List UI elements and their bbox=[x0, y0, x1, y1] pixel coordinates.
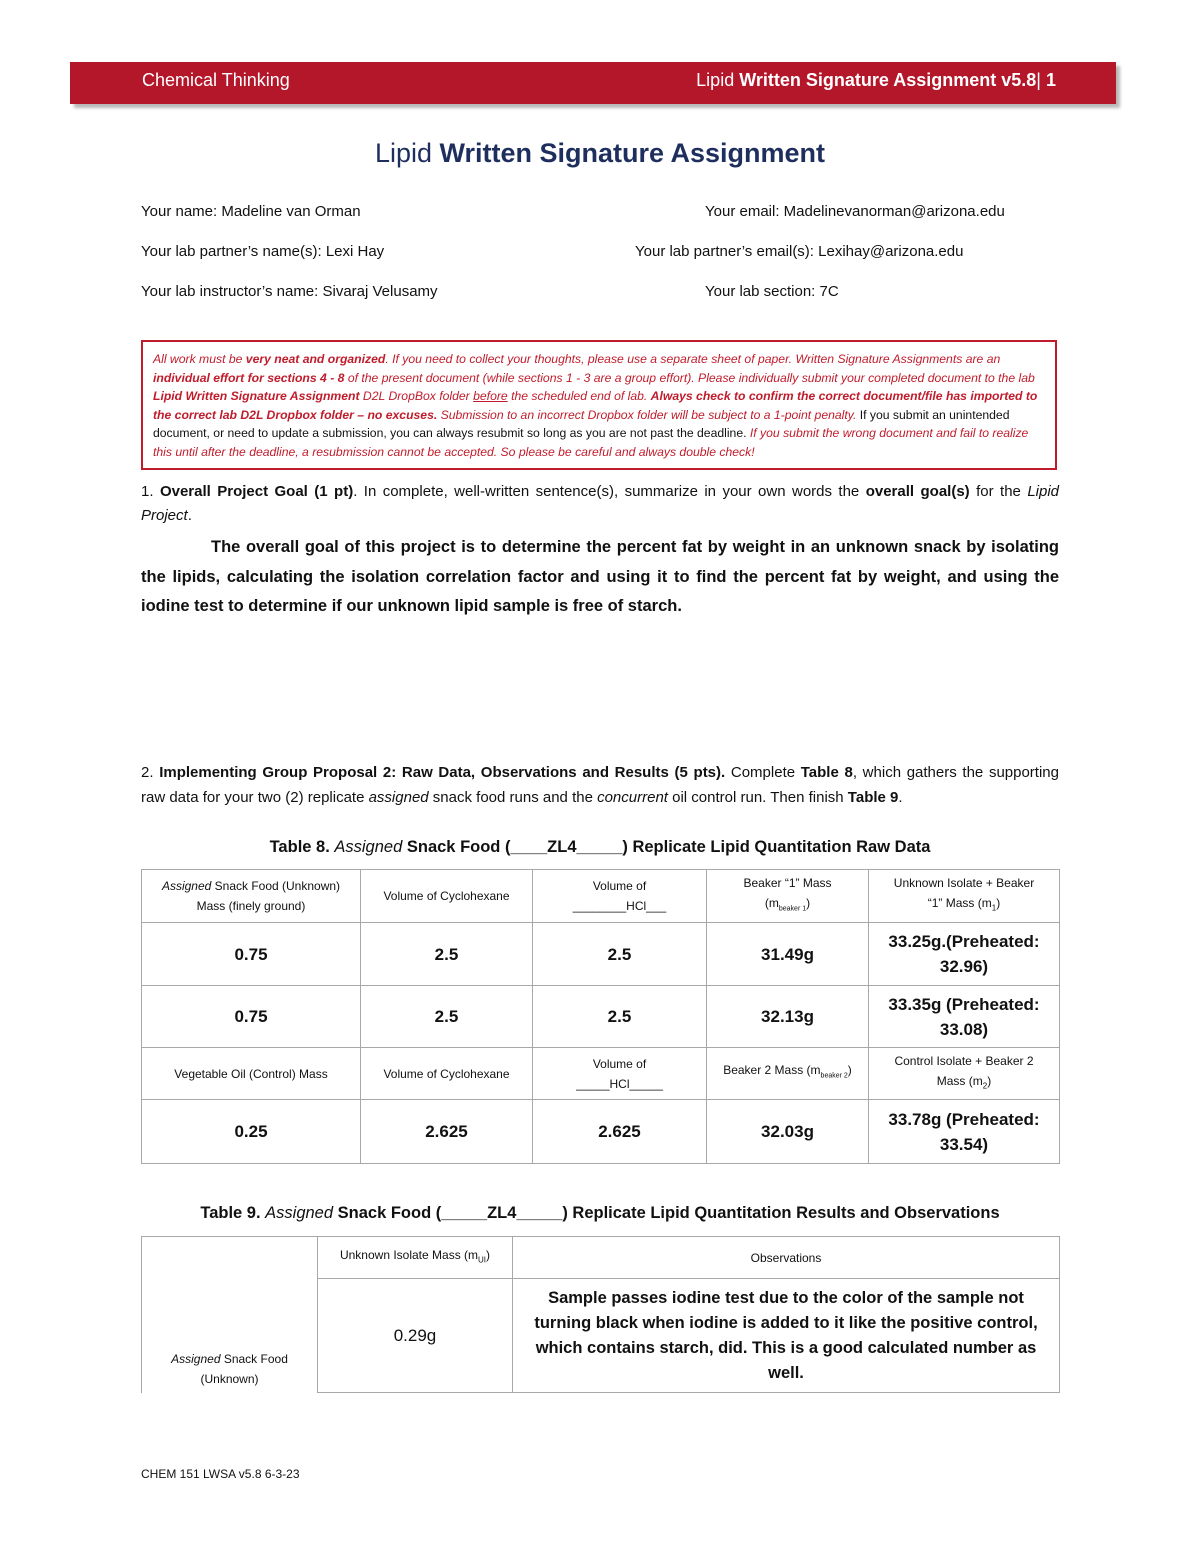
table-cell: 32.13g bbox=[707, 986, 869, 1048]
footer: CHEM 151 LWSA v5.8 6-3-23 bbox=[141, 1467, 300, 1481]
page-title: Lipid Written Signature Assignment bbox=[374, 138, 826, 168]
table-cell: 0.29g bbox=[318, 1279, 513, 1393]
table-header: Volume of Cyclohexane bbox=[361, 870, 533, 923]
instructor-name: Your lab instructor’s name: Sivaraj Velusamy bbox=[141, 283, 438, 300]
header-doc-title: Lipid Written Signature Assignment v5.8| 1 bbox=[696, 70, 1056, 90]
table-header: Volume of _____HCl_____ bbox=[533, 1048, 707, 1100]
table-9 bbox=[141, 1236, 1060, 1393]
question-2: 2. Implementing Group Proposal 2: Raw Data, Observations and Results (5 pts). Complete Table 8, which gathers the supporting raw data for your two (2) replicate assigned snack food runs and the concurrent oil control run. Then finish Table 9. bbox=[141, 764, 1059, 806]
table-cell: 33.35g (Preheated: 33.08) bbox=[869, 986, 1060, 1048]
table-8 bbox=[141, 869, 1060, 1164]
table-9-caption: Table 9. Assigned Snack Food (_____ZL4_____) Replicate Lipid Quantitation Results and Observations bbox=[200, 1204, 1000, 1222]
table-cell: 2.5 bbox=[533, 923, 707, 986]
partner-email: Your lab partner’s email(s): Lexihay@arizona.edu bbox=[635, 243, 964, 260]
table-cell: 0.75 bbox=[142, 986, 361, 1048]
instructions-notice: All work must be very neat and organized. If you need to collect your thoughts, please use a separate sheet of paper. Written Signature Assignments are an individual effort for sections 4 - 8 of the present document (while sections 1 - 3 are a group effort). Please individually submit your completed document to the lab Lipid Written Signature Assignment D2L DropBox folder before the scheduled end of lab. Always check to confirm the correct document/file has imported to the correct lab D2L Dropbox folder – no excuses. Submission to an incorrect Dropbox folder will be subject to a 1-point penalty. If you submit an unintended document, or need to update a submission, you can always resubmit so long as you are not past the deadline. If you submit the wrong document and fail to realize this until after the deadline, a resubmission cannot be accepted. So please be careful and always double check! bbox=[141, 340, 1057, 470]
table-cell: 2.5 bbox=[361, 923, 533, 986]
lab-section: Your lab section: 7C bbox=[705, 283, 839, 300]
table-cell: 2.5 bbox=[533, 986, 707, 1048]
table-cell: 0.75 bbox=[142, 923, 361, 986]
table-header: Observations bbox=[513, 1237, 1060, 1279]
table-row-label: Assigned Snack Food (Unknown) bbox=[142, 1237, 318, 1393]
observation-cell: Sample passes iodine test due to the color of the sample not turning black when iodine is added to it like the positive control, which contains starch, did. This is a good calculated number as well. bbox=[513, 1279, 1060, 1393]
student-email: Your email: Madelinevanorman@arizona.edu bbox=[705, 203, 1005, 220]
table-header: Unknown Isolate + Beaker “1” Mass $(m_1)$ bbox=[869, 870, 1060, 923]
page-number: 1 bbox=[1045, 70, 1056, 90]
table-header: Unknown Isolate Mass $(m_{UI})$ bbox=[318, 1237, 513, 1279]
table-header: Volume of ________HCl___ bbox=[533, 870, 707, 923]
partner-name: Your lab partner’s name(s): Lexi Hay bbox=[141, 243, 385, 260]
table-header: Beaker “1” Mass $(m_{beaker 1})$ bbox=[707, 870, 869, 923]
table-header: Assigned Snack Food (Unknown) Mass (finely ground) bbox=[142, 870, 361, 923]
table-cell: 31.49g bbox=[707, 923, 869, 986]
table-header: Vegetable Oil (Control) Mass bbox=[142, 1048, 361, 1100]
table-cell: 32.03g bbox=[707, 1100, 869, 1164]
student-name: Your name: Madeline van Orman bbox=[141, 203, 361, 220]
table-cell: 0.25 bbox=[142, 1100, 361, 1164]
answer-1: The overall goal of this project is to determine the percent fat by weight in an unknown snack by isolating the lipids, calculating the isolation correlation factor and using it to find the percent fat by weight, and using the iodine test to determine if our unknown lipid sample is free of starch. bbox=[141, 538, 1059, 615]
table-cell: 2.625 bbox=[361, 1100, 533, 1164]
table-cell: 33.25g.(Preheated: 32.96) bbox=[869, 923, 1060, 986]
course-name: Chemical Thinking bbox=[142, 70, 290, 90]
header-banner bbox=[70, 62, 1116, 104]
question-1: 1. Overall Project Goal (1 pt). In complete, well-written sentence(s), summarize in your own words the overall goal(s) for the Lipid Project. bbox=[141, 483, 1060, 524]
table-cell: 2.625 bbox=[533, 1100, 707, 1164]
table-header: Volume of Cyclohexane bbox=[361, 1048, 533, 1100]
table-cell: 33.78g (Preheated: 33.54) bbox=[869, 1100, 1060, 1164]
table-cell: 2.5 bbox=[361, 986, 533, 1048]
table-header: Control Isolate + Beaker 2 Mass $(m_2)$ bbox=[869, 1048, 1060, 1100]
table-header: Beaker 2 Mass $(m_{beaker 2})$ bbox=[707, 1048, 869, 1100]
table-8-caption: Table 8. Assigned Snack Food (____ZL4_____) Replicate Lipid Quantitation Raw Data bbox=[269, 838, 931, 856]
